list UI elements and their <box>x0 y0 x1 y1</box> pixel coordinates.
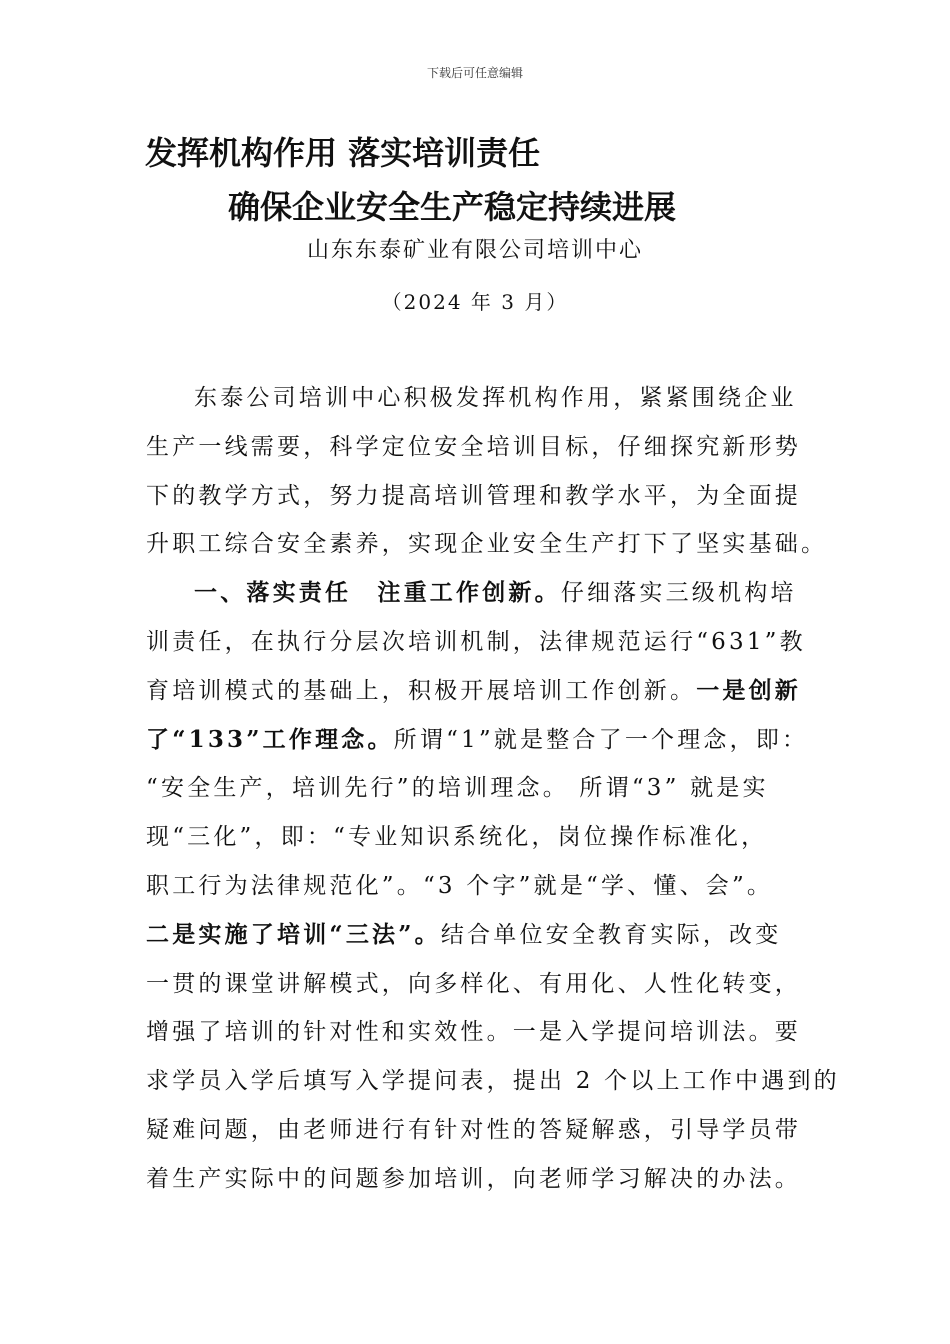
text-segment: 增强了培训的针对性和实效性。一是入学提问培训法。要 <box>146 1019 801 1046</box>
body-line <box>146 819 816 868</box>
body-line <box>146 478 816 527</box>
body-line <box>146 429 816 478</box>
bold-phrase: 了“133”工作理念。 <box>146 725 394 753</box>
text-segment: 求学员入学后填写入学提问表，提出 2 个以上工作中遇到的 <box>146 1068 840 1095</box>
text-segment: 升职工综合安全素养，实现企业安全生产打下了坚实基础。 <box>146 531 828 558</box>
text-segment: 下的教学方式，努力提高培训管理和教学水平，为全面提 <box>146 482 801 509</box>
text-segment: 东泰公司培训中心积极发挥机构作用，紧紧围绕企业 <box>194 385 797 411</box>
body-line <box>146 966 816 1015</box>
text-segment: 现“三化”，即：“专业知识系统化，岗位操作标准化， <box>146 824 768 851</box>
body-line <box>146 526 828 575</box>
body-line <box>146 917 816 966</box>
text-segment: “安全生产，培训先行”的培训理念。 所谓“3” 就是实 <box>146 775 769 802</box>
text-segment: 所谓“1”就是整合了一个理念，即： <box>393 726 809 753</box>
text-segment: 育培训模式的基础上，积极开展培训工作创新。 <box>146 677 697 704</box>
body-line <box>146 1063 840 1112</box>
text-segment: 一贯的课堂讲解模式，向多样化、有用化、人性化转变， <box>146 970 801 997</box>
document-body <box>146 380 840 1210</box>
text-segment: 职工行为法律规范化”。“3 个字”就是“学、懂、会”。 <box>146 872 774 899</box>
text-segment: 生产一线需要，科学定位安全培训目标，仔细探究新形势 <box>146 433 801 460</box>
body-line <box>146 673 816 722</box>
document-date: （2024 年 3 月） <box>381 290 569 314</box>
body-line <box>146 1161 816 1210</box>
body-line <box>146 624 816 673</box>
document-title-line-1: 发挥机构作用 落实培训责任 <box>145 134 541 172</box>
header-note: 下载后可任意编辑 <box>426 66 523 80</box>
body-line <box>146 868 816 917</box>
text-segment: 结合单位安全教育实际，改变 <box>440 921 782 948</box>
text-segment: 疑难问题，由老师进行有针对性的答疑解惑，引导学员带 <box>146 1116 801 1143</box>
body-line <box>146 1014 816 1063</box>
text-segment: 仔细落实三级机构培 <box>560 580 797 607</box>
document-title-line-2: 确保企业安全生产稳定持续进展 <box>228 188 677 226</box>
body-line <box>146 380 816 429</box>
body-line <box>146 722 816 771</box>
text-segment: 着生产实际中的问题参加培训，向老师学习解决的办法。 <box>146 1165 801 1192</box>
body-line <box>146 575 816 624</box>
organization-name: 山东东泰矿业有限公司培训中心 <box>306 238 643 263</box>
bold-phrase: 二是实施了培训“三法”。 <box>146 920 441 948</box>
bold-phrase: 一是创新 <box>696 676 802 704</box>
text-segment: 训责任，在执行分层次培训机制，法律规范运行“631”教 <box>146 628 806 655</box>
body-line <box>146 770 816 819</box>
section-heading: 一、落实责任 注重工作创新。 <box>194 579 561 607</box>
body-line <box>146 1112 816 1161</box>
